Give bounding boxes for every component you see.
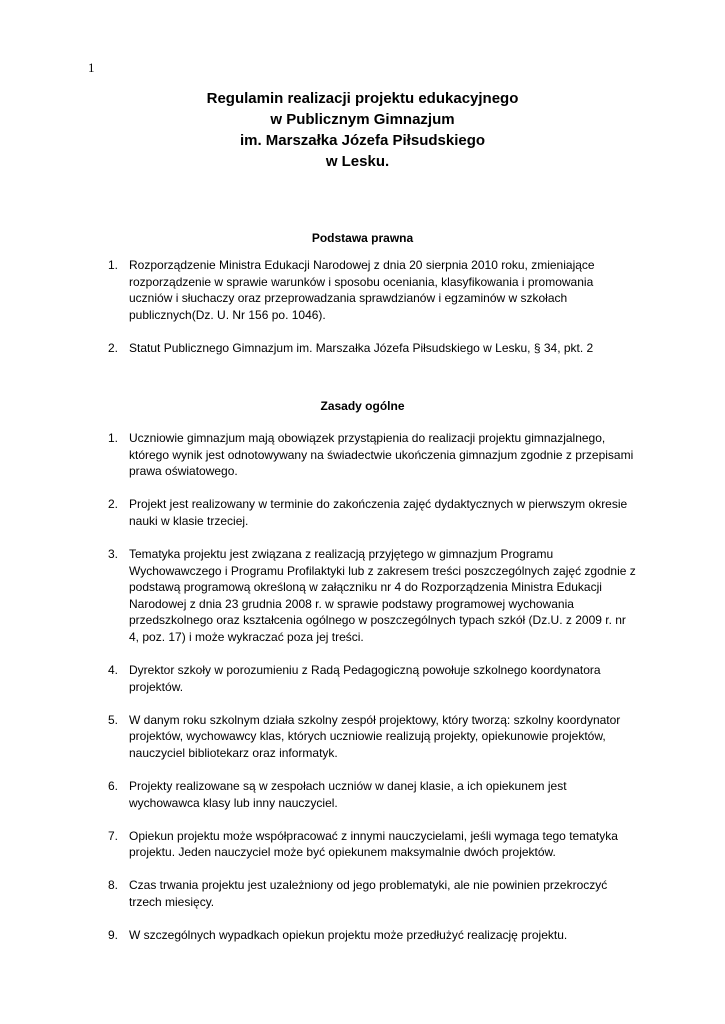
item-number: 1. — [108, 258, 119, 272]
title-line-1: Regulamin realizacji projektu edukacyjnego — [206, 90, 519, 107]
item-number: 5. — [108, 712, 119, 727]
document-title — [0, 88, 725, 172]
item-text: Rozporządzenie Ministra Edukacji Narodowej z dnia 20 sierpnia 2010 roku, zmieniające rozporządzenie w sprawie warunków i sposobu oceniania, klasyfikowania i promowania uczniów i słuchaczy oraz przeprowadzania sprawdzianów i egzaminów w szkołach publicznych(Dz. U. Nr 156 po. 1046). — [129, 258, 595, 322]
item-number: 8. — [108, 878, 119, 893]
item-text: W szczególnych wypadkach opiekun projektu może przedłużyć realizację projektu. — [129, 928, 568, 943]
item-text: Projekt jest realizowany w terminie do zakończenia zajęć dydaktycznych w pierwszym okresie nauki w klasie trzeciej. — [129, 497, 628, 528]
item-number: 2. — [108, 340, 119, 355]
list-item — [108, 927, 638, 944]
list-item — [108, 712, 638, 762]
list-item — [108, 662, 638, 695]
list-item — [108, 340, 638, 357]
title-line-4: w Lesku. — [325, 153, 390, 170]
item-text: Statut Publicznego Gimnazjum im. Marszałka Józefa Piłsudskiego w Lesku, § 34, pkt. 2 — [129, 340, 594, 355]
item-text: Dyrektor szkoły w porozumieniu z Radą Pedagogiczną powołuje szkolnego koordynatora projektów. — [129, 663, 601, 694]
item-number: 9. — [108, 928, 119, 943]
list-item — [108, 828, 638, 861]
item-number: 3. — [108, 546, 119, 561]
page-number: 1 — [88, 60, 95, 75]
item-text: Opiekun projektu może współpracować z innymi nauczycielami, jeśli wymaga tego tematyka projektu. Jeden nauczyciel może być opiekunem maksymalnie dwóch projektów. — [129, 828, 618, 860]
list-item — [108, 778, 638, 811]
item-text: W danym roku szkolnym działa szkolny zespół projektowy, który tworzą: szkolny koordynator projektów, wychowawcy klas, których uczniowie realizują projekty, opiekunowie projektów, nauczyciel bibliotekarz oraz informatyk. — [129, 712, 621, 760]
item-number: 6. — [108, 779, 119, 793]
list-item — [108, 877, 638, 910]
item-number: 7. — [108, 828, 119, 843]
title-line-2: w Publicznym Gimnazjum — [270, 111, 455, 128]
item-text: Czas trwania projektu jest uzależniony od jego problematyki, ale nie powinien przekroczyć trzech miesięcy. — [129, 878, 608, 909]
list-item — [108, 496, 638, 529]
title-line-3: im. Marszałka Józefa Piłsudskiego — [239, 132, 486, 149]
item-text: Uczniowie gimnazjum mają obowiązek przystąpienia do realizacji projektu gimnazjalnego, którego wynik jest odnotowywany na świadectwie ukończenia gimnazjum zgodnie z przepisami prawa oświatowego. — [129, 431, 634, 479]
list-item — [108, 257, 638, 323]
list-item — [108, 546, 638, 646]
item-number: 1. — [108, 431, 119, 445]
general-rules-list — [108, 430, 638, 960]
legal-basis-list — [108, 257, 638, 373]
section-heading-general-rules: Zasady ogólne — [320, 399, 405, 413]
section-heading-legal-basis: Podstawa prawna — [311, 231, 414, 245]
item-number: 2. — [108, 497, 119, 512]
item-number: 4. — [108, 663, 119, 678]
item-text: Tematyka projektu jest związana z realizacją przyjętego w gimnazjum Programu Wychowawczego i Programu Profilaktyki lub z zakresem treści poszczególnych zajęć zgodnie z podstawą programową określoną w załączniku nr 4 do Rozporządzenia Ministra Edukacji Narodowej z dnia 23 grudnia 2008 r. w sprawie podstawy programowej wychowania przedszkolnego oraz kształcenia ogólnego w poszczególnych typach szkół (Dz.U. z 2009 r. nr 4, poz. 17) i może wykraczać poza jej treści. — [129, 546, 636, 644]
item-text: Projekty realizowane są w zespołach uczniów w danej klasie, a ich opiekunem jest wychowawca klasy lub inny nauczyciel. — [129, 779, 567, 810]
list-item — [108, 430, 638, 480]
